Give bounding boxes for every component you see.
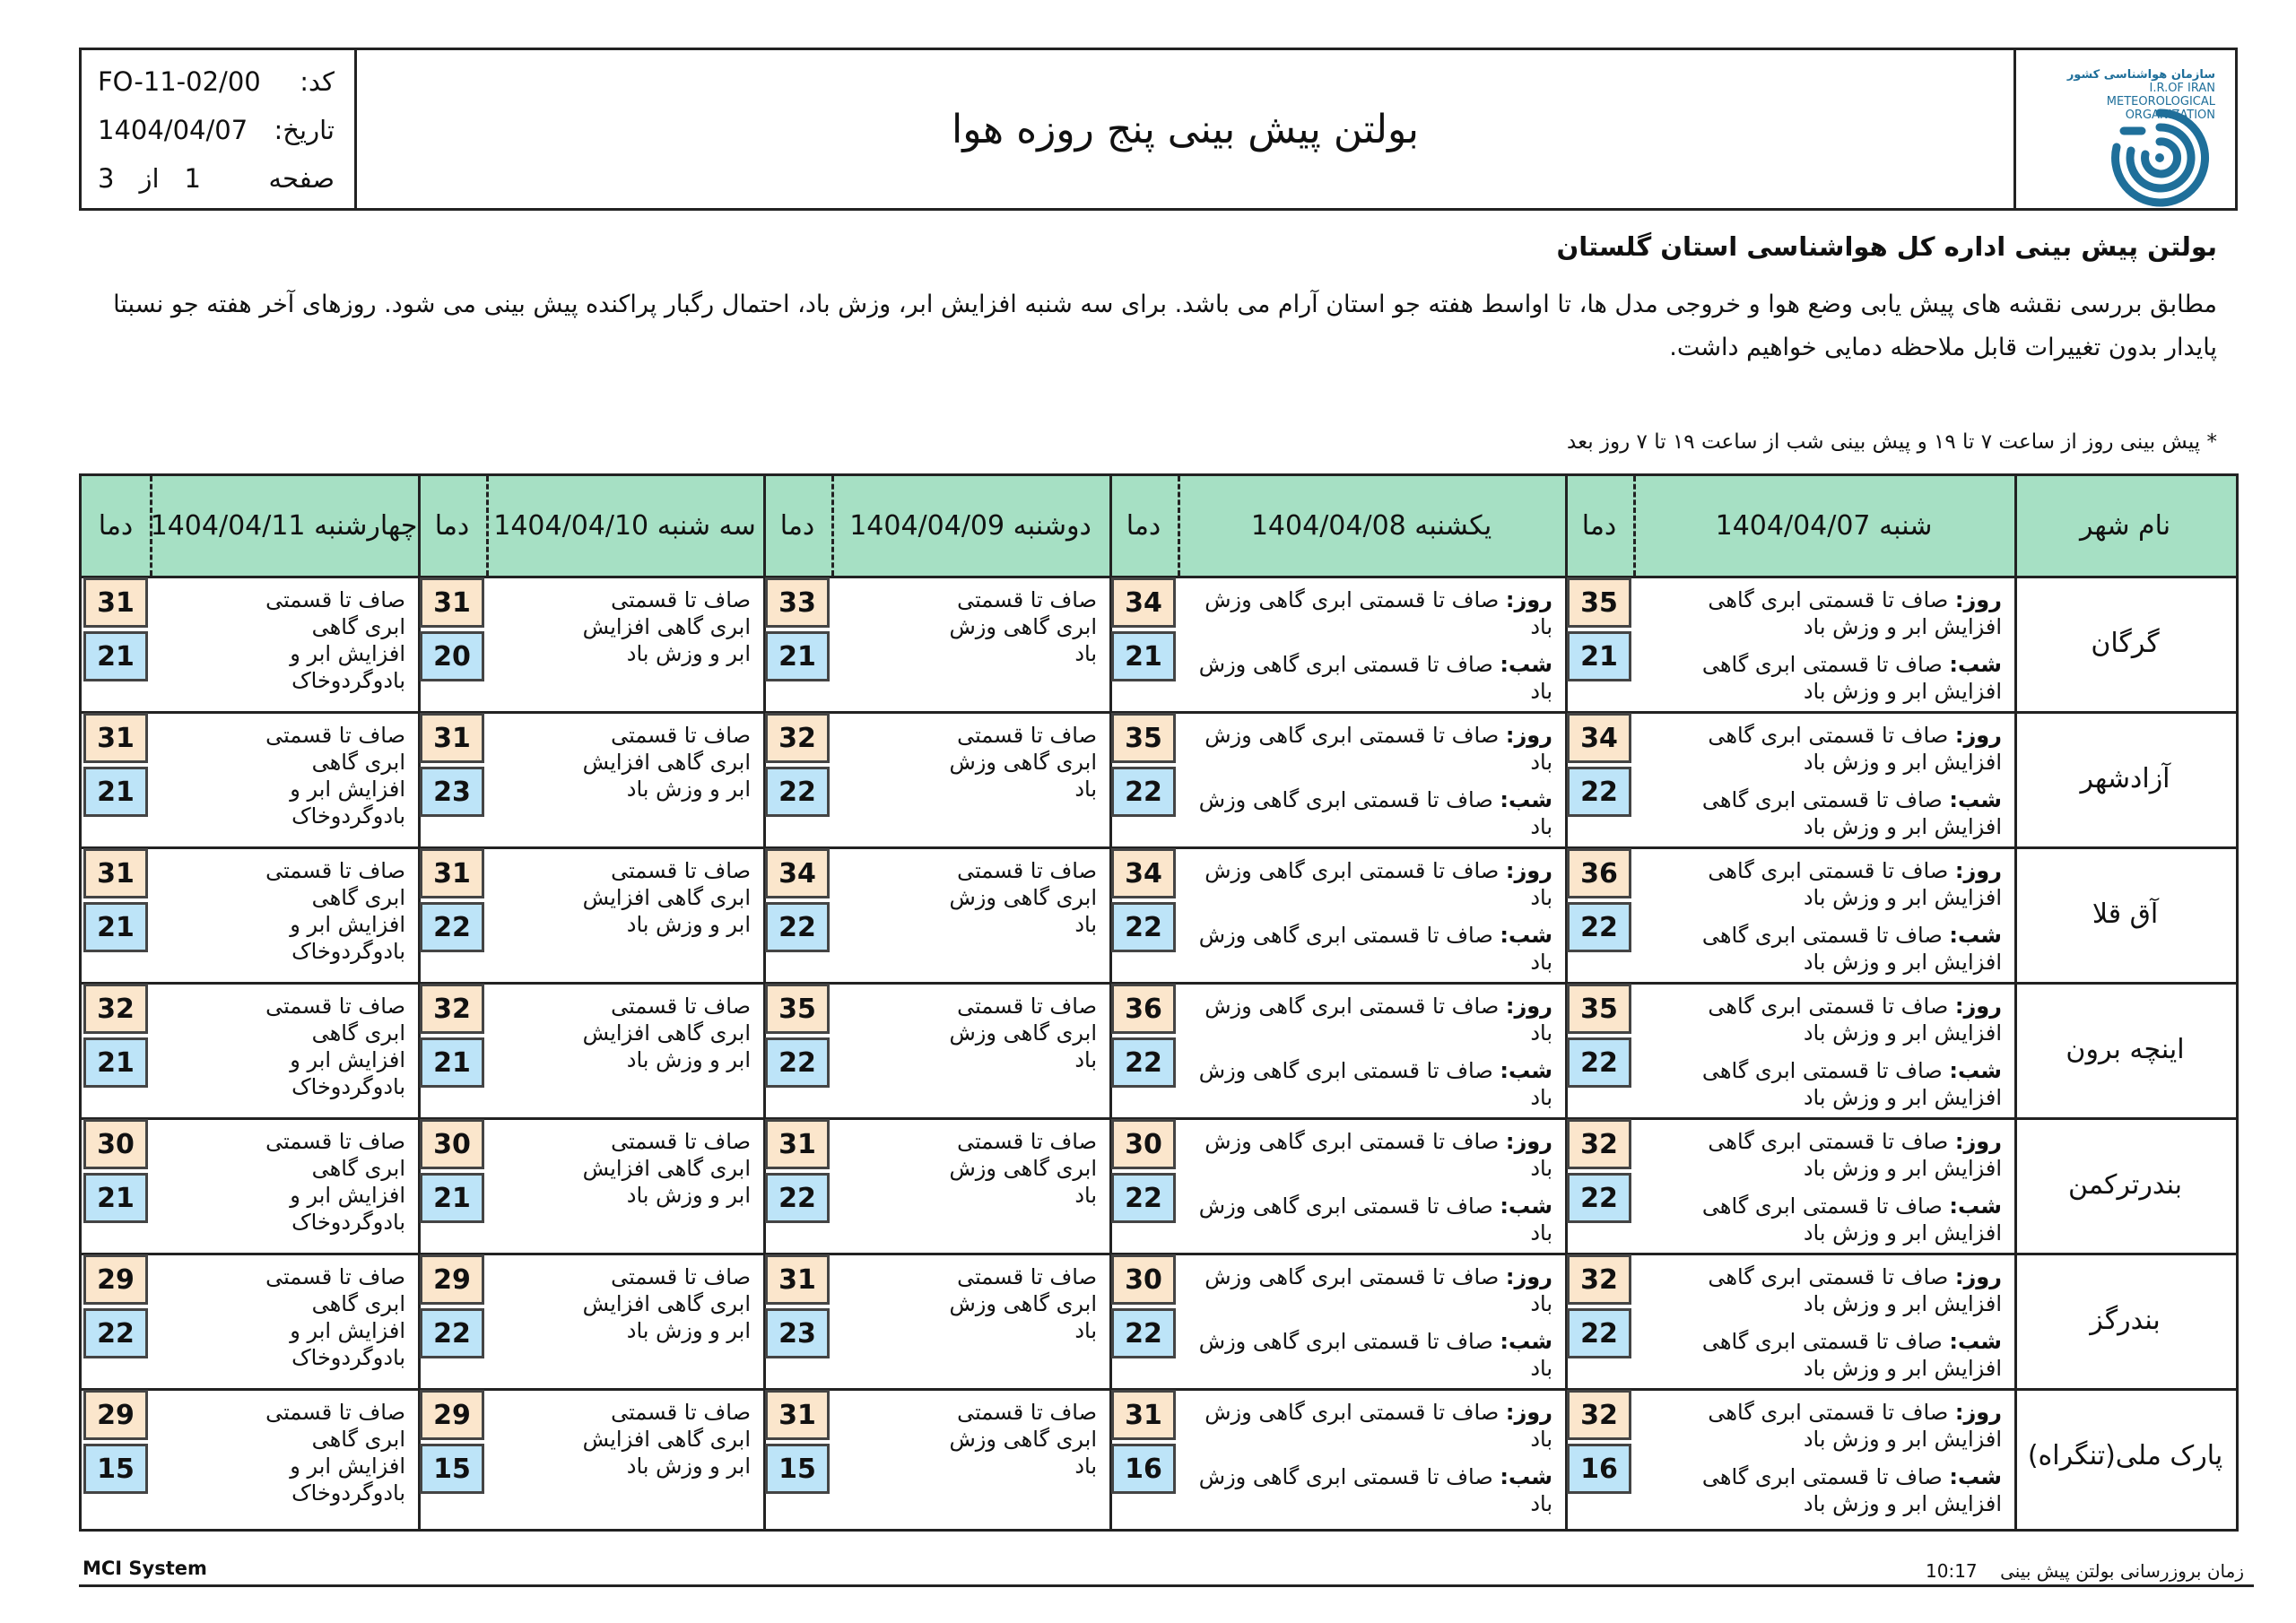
min-temperature: 21 — [83, 902, 148, 952]
day-condition: صاف تا قسمتی ابری گاهی افزایش ابر و وزش باد — [1708, 994, 2002, 1046]
max-temperature: 34 — [1111, 577, 1176, 628]
max-temperature: 34 — [1111, 848, 1176, 898]
night-label: شب: — [1500, 787, 1552, 812]
day-forecast — [1190, 586, 1552, 640]
daily-condition: صاف تا قسمتی ابری گاهی افزایش ابر و وزش باد — [582, 994, 751, 1072]
update-time: 10:17 — [1926, 1560, 1978, 1582]
max-temperature: 30 — [83, 1119, 148, 1169]
page-label: صفحه — [268, 163, 335, 194]
header-city: نام شهر — [2014, 476, 2236, 576]
min-temperature: 22 — [1111, 767, 1176, 817]
night-forecast — [1190, 1193, 1552, 1246]
day-label: روز: — [1954, 1264, 2002, 1289]
day-label: روز: — [1954, 994, 2002, 1019]
day-label: روز: — [1505, 994, 1552, 1019]
min-temperature: 22 — [420, 902, 484, 952]
bulletin-heading: بولتن پیش بینی اداره کل هواشناسی استان گلستان — [1556, 231, 2217, 262]
night-label: شب: — [1949, 1193, 2002, 1219]
night-condition: صاف تا قسمتی ابری گاهی افزایش ابر و وزش باد — [1701, 1193, 2002, 1245]
day-label: روز: — [1954, 1400, 2002, 1425]
daily-condition: صاف تا قسمتی ابری گاهی افزایش ابر و بادوگردوخاک — [265, 994, 405, 1099]
min-temperature: 22 — [765, 1173, 830, 1223]
day-condition: صاف تا قسمتی ابری گاهی وزش باد — [1205, 994, 1552, 1046]
min-temperature: 22 — [420, 1308, 484, 1358]
footer-divider — [79, 1584, 2254, 1587]
day-forecast — [1646, 1263, 2002, 1317]
max-temperature: 33 — [765, 577, 830, 628]
daily-condition: صاف تا قسمتی ابری گاهی افزایش ابر و بادوگردوخاک — [265, 587, 405, 693]
max-temperature: 34 — [765, 848, 830, 898]
header-temp-2: دما — [763, 476, 831, 576]
city-name: اینچه برون — [2066, 1034, 2185, 1065]
header-day-4: چهارشنبه 1404/04/11 — [150, 476, 418, 576]
daily-condition: صاف تا قسمتی ابری گاهی افزایش ابر و بادوگردوخاک — [265, 1129, 405, 1235]
max-temperature: 36 — [1111, 984, 1176, 1034]
min-temperature: 21 — [83, 1173, 148, 1223]
forecast-time-note: * پیش بینی روز از ساعت ۷ تا ۱۹ و پیش بینی شب از ساعت ۱۹ تا ۷ روز بعد — [1567, 430, 2217, 454]
min-temperature: 23 — [765, 1308, 830, 1358]
header-day-0: شنبه 1404/04/07 — [1633, 476, 2014, 576]
bulletin-title: بولتن پیش بینی پنج روزه هوا — [951, 106, 1420, 152]
night-label: شب: — [1949, 1464, 2002, 1489]
daily-condition: صاف تا قسمتی ابری گاهی وزش باد — [949, 994, 1097, 1072]
min-temperature: 15 — [420, 1444, 484, 1494]
min-temperature: 20 — [420, 631, 484, 681]
day-forecast — [1190, 993, 1552, 1046]
max-temperature: 34 — [1567, 713, 1631, 763]
header-temp-0: دما — [1565, 476, 1633, 576]
daily-condition: صاف تا قسمتی ابری گاهی افزایش ابر و بادوگردوخاک — [265, 858, 405, 964]
day-forecast — [1190, 1263, 1552, 1317]
night-forecast — [1646, 1193, 2002, 1246]
city-name: آق قلا — [2092, 898, 2159, 930]
night-forecast — [1646, 1057, 2002, 1111]
min-temperature: 22 — [1567, 1173, 1631, 1223]
min-temperature: 15 — [765, 1444, 830, 1494]
night-label: شب: — [1949, 652, 2002, 677]
organization-logo-icon — [2106, 104, 2213, 212]
city-name: پارک ملی(تنگراه) — [2027, 1440, 2223, 1471]
min-temperature: 22 — [765, 902, 830, 952]
min-temperature: 22 — [765, 767, 830, 817]
min-temperature: 22 — [1111, 1308, 1176, 1358]
update-label: زمان بروزرسانی بولتن پیش بینی — [2000, 1560, 2244, 1582]
day-condition: صاف تا قسمتی ابری گاهی وزش باد — [1205, 858, 1552, 910]
min-temperature: 22 — [1567, 767, 1631, 817]
day-forecast — [1646, 857, 2002, 911]
night-condition: صاف تا قسمتی ابری گاهی افزایش ابر و وزش باد — [1701, 1058, 2002, 1110]
night-label: شب: — [1500, 1058, 1552, 1083]
day-label: روز: — [1505, 587, 1552, 612]
min-temperature: 22 — [1567, 902, 1631, 952]
min-temperature: 21 — [1111, 631, 1176, 681]
header-temp-1: دما — [1109, 476, 1178, 576]
max-temperature: 32 — [420, 984, 484, 1034]
meta-page — [98, 163, 335, 194]
city-name: بندرگز — [2090, 1305, 2161, 1336]
day-forecast — [1190, 857, 1552, 911]
night-label: شب: — [1500, 1193, 1552, 1219]
min-temperature: 21 — [420, 1037, 484, 1088]
logo-text-fa: سازمان هواشناسی کشور — [2066, 68, 2215, 82]
daily-condition: صاف تا قسمتی ابری گاهی وزش باد — [949, 1264, 1097, 1343]
night-label: شب: — [1949, 1058, 2002, 1083]
document-meta — [82, 50, 357, 208]
min-temperature: 22 — [1567, 1037, 1631, 1088]
max-temperature: 29 — [83, 1390, 148, 1440]
day-label: روز: — [1505, 1129, 1552, 1154]
header-day-3: سه شنبه 1404/04/10 — [486, 476, 763, 576]
day-label: روز: — [1505, 1400, 1552, 1425]
min-temperature: 21 — [420, 1173, 484, 1223]
max-temperature: 32 — [1567, 1254, 1631, 1305]
day-label: روز: — [1954, 858, 2002, 883]
day-forecast — [1190, 722, 1552, 776]
max-temperature: 30 — [1111, 1254, 1176, 1305]
day-forecast — [1190, 1128, 1552, 1182]
max-temperature: 32 — [1567, 1390, 1631, 1440]
night-condition: صاف تا قسمتی ابری گاهی افزایش ابر و وزش باد — [1701, 1464, 2002, 1516]
day-condition: صاف تا قسمتی ابری گاهی وزش باد — [1205, 1129, 1552, 1181]
night-forecast — [1190, 1463, 1552, 1517]
max-temperature: 32 — [83, 984, 148, 1034]
logo-text-en-1: I.R.OF IRAN — [2149, 82, 2215, 95]
max-temperature: 31 — [83, 577, 148, 628]
night-condition: صاف تا قسمتی ابری گاهی وزش باد — [1198, 1329, 1552, 1381]
night-forecast — [1646, 786, 2002, 840]
city-name: بندرترکمن — [2068, 1169, 2183, 1201]
header-day-2: دوشنبه 1404/04/09 — [831, 476, 1109, 576]
page-of-label: از — [139, 163, 160, 194]
day-label: روز: — [1505, 1264, 1552, 1289]
day-condition: صاف تا قسمتی ابری گاهی افزایش ابر و وزش باد — [1708, 587, 2002, 639]
night-condition: صاف تا قسمتی ابری گاهی افزایش ابر و وزش باد — [1701, 652, 2002, 704]
min-temperature: 22 — [83, 1308, 148, 1358]
min-temperature: 16 — [1111, 1444, 1176, 1494]
daily-condition: صاف تا قسمتی ابری گاهی افزایش ابر و وزش باد — [582, 858, 751, 937]
night-label: شب: — [1949, 787, 2002, 812]
min-temperature: 16 — [1567, 1444, 1631, 1494]
max-temperature: 31 — [83, 713, 148, 763]
day-forecast — [1646, 722, 2002, 776]
night-forecast — [1190, 1328, 1552, 1382]
header-dashed-divider — [150, 476, 152, 576]
day-label: روز: — [1954, 587, 2002, 612]
max-temperature: 35 — [1567, 984, 1631, 1034]
min-temperature: 22 — [1567, 1308, 1631, 1358]
page-total: 3 — [98, 163, 115, 194]
max-temperature: 30 — [420, 1119, 484, 1169]
max-temperature: 31 — [420, 713, 484, 763]
code-label: کد: — [300, 66, 335, 97]
night-forecast — [1646, 1328, 2002, 1382]
min-temperature: 21 — [765, 631, 830, 681]
night-condition: صاف تا قسمتی ابری گاهی وزش باد — [1198, 1193, 1552, 1245]
min-temperature: 22 — [1111, 1037, 1176, 1088]
date-value: 1404/04/07 — [98, 115, 248, 145]
page-current: 1 — [184, 163, 201, 194]
max-temperature: 36 — [1567, 848, 1631, 898]
daily-condition: صاف تا قسمتی ابری گاهی افزایش ابر و وزش باد — [582, 1264, 751, 1343]
night-label: شب: — [1500, 1329, 1552, 1354]
night-forecast — [1646, 922, 2002, 976]
night-condition: صاف تا قسمتی ابری گاهی وزش باد — [1198, 652, 1552, 704]
day-condition: صاف تا قسمتی ابری گاهی افزایش ابر و وزش باد — [1708, 723, 2002, 775]
meta-code — [98, 66, 335, 97]
city-name: گرگان — [2091, 628, 2160, 659]
night-forecast — [1190, 1057, 1552, 1111]
daily-condition: صاف تا قسمتی ابری گاهی افزایش ابر و بادوگردوخاک — [265, 1264, 405, 1370]
day-label: روز: — [1954, 1129, 2002, 1154]
header-temp-3: دما — [418, 476, 486, 576]
min-temperature: 21 — [83, 1037, 148, 1088]
night-label: شب: — [1949, 1329, 2002, 1354]
night-condition: صاف تا قسمتی ابری گاهی وزش باد — [1198, 1464, 1552, 1516]
daily-condition: صاف تا قسمتی ابری گاهی افزایش ابر و بادوگردوخاک — [265, 723, 405, 829]
day-label: روز: — [1954, 723, 2002, 748]
min-temperature: 22 — [1111, 902, 1176, 952]
night-condition: صاف تا قسمتی ابری گاهی افزایش ابر و وزش باد — [1701, 787, 2002, 839]
day-condition: صاف تا قسمتی ابری گاهی افزایش ابر و وزش باد — [1708, 1400, 2002, 1452]
bulletin-summary: مطابق بررسی نقشه های پیش یابی وضع هوا و خروجی مدل ها، تا اواسط هفته جو استان آرام می باشد. برای سه شنبه افزایش ابر، وزش باد، احتمال رگبار پراکنده پیش بینی می شود. روزهای آخر هفته جو نسبتا پایدار بدون تغییرات قابل ملاحظه دمایی خواهیم داشت. — [113, 291, 2217, 361]
header-dashed-divider — [1633, 476, 1636, 576]
night-condition: صاف تا قسمتی ابری گاهی وزش باد — [1198, 1058, 1552, 1110]
day-condition: صاف تا قسمتی ابری گاهی افزایش ابر و وزش باد — [1708, 1129, 2002, 1181]
logo-text-en-3: ORGANIZATION — [2125, 108, 2215, 122]
day-label: روز: — [1505, 858, 1552, 883]
day-condition: صاف تا قسمتی ابری گاهی وزش باد — [1205, 1264, 1552, 1316]
night-label: شب: — [1949, 923, 2002, 948]
daily-condition: صاف تا قسمتی ابری گاهی وزش باد — [949, 858, 1097, 937]
document-header — [79, 48, 2238, 211]
day-label: روز: — [1505, 723, 1552, 748]
city-name: آزادشهر — [2080, 763, 2170, 794]
night-forecast — [1646, 651, 2002, 705]
day-condition: صاف تا قسمتی ابری گاهی وزش باد — [1205, 587, 1552, 639]
daily-condition: صاف تا قسمتی ابری گاهی افزایش ابر و وزش باد — [582, 1400, 751, 1479]
daily-condition: صاف تا قسمتی ابری گاهی وزش باد — [949, 723, 1097, 802]
max-temperature: 35 — [1567, 577, 1631, 628]
daily-condition: صاف تا قسمتی ابری گاهی افزایش ابر و وزش باد — [582, 1129, 751, 1208]
max-temperature: 31 — [765, 1119, 830, 1169]
max-temperature: 31 — [765, 1390, 830, 1440]
night-forecast — [1190, 922, 1552, 976]
max-temperature: 29 — [420, 1254, 484, 1305]
logo-cell — [2013, 50, 2235, 208]
max-temperature: 32 — [765, 713, 830, 763]
daily-condition: صاف تا قسمتی ابری گاهی وزش باد — [949, 1129, 1097, 1208]
day-condition: صاف تا قسمتی ابری گاهی وزش باد — [1205, 1400, 1552, 1452]
footer-update — [1926, 1560, 2244, 1582]
date-label: تاریخ: — [274, 115, 335, 145]
max-temperature: 29 — [83, 1254, 148, 1305]
code-value: FO-11-02/00 — [98, 66, 261, 97]
max-temperature: 32 — [1567, 1119, 1631, 1169]
max-temperature: 31 — [1111, 1390, 1176, 1440]
night-label: شب: — [1500, 652, 1552, 677]
night-forecast — [1646, 1463, 2002, 1517]
day-forecast — [1646, 586, 2002, 640]
night-label: شب: — [1500, 1464, 1552, 1489]
day-forecast — [1190, 1399, 1552, 1453]
daily-condition: صاف تا قسمتی ابری گاهی وزش باد — [949, 1400, 1097, 1479]
header-dashed-divider — [1178, 476, 1180, 576]
max-temperature: 30 — [1111, 1119, 1176, 1169]
day-forecast — [1646, 1399, 2002, 1453]
night-condition: صاف تا قسمتی ابری گاهی افزایش ابر و وزش باد — [1701, 923, 2002, 975]
min-temperature: 22 — [765, 1037, 830, 1088]
day-condition: صاف تا قسمتی ابری گاهی وزش باد — [1205, 723, 1552, 775]
header-day-1: یکشنبه 1404/04/08 — [1178, 476, 1565, 576]
footer-system: MCI System — [83, 1558, 207, 1579]
max-temperature: 31 — [83, 848, 148, 898]
header-temp-4: دما — [82, 476, 150, 576]
max-temperature: 29 — [420, 1390, 484, 1440]
min-temperature: 22 — [1111, 1173, 1176, 1223]
day-forecast — [1646, 1128, 2002, 1182]
min-temperature: 15 — [83, 1444, 148, 1494]
day-condition: صاف تا قسمتی ابری گاهی افزایش ابر و وزش باد — [1708, 858, 2002, 910]
max-temperature: 31 — [420, 848, 484, 898]
forecast-table — [79, 473, 2239, 1532]
night-condition: صاف تا قسمتی ابری گاهی وزش باد — [1198, 923, 1552, 975]
max-temperature: 35 — [1111, 713, 1176, 763]
meta-date — [98, 115, 335, 145]
min-temperature: 21 — [1567, 631, 1631, 681]
night-condition: صاف تا قسمتی ابری گاهی وزش باد — [1198, 787, 1552, 839]
header-dashed-divider — [831, 476, 834, 576]
daily-condition: صاف تا قسمتی ابری گاهی افزایش ابر و بادوگردوخاک — [265, 1400, 405, 1506]
max-temperature: 35 — [765, 984, 830, 1034]
logo-text-en-2: METEOROLOGICAL — [2106, 95, 2215, 108]
night-forecast — [1190, 651, 1552, 705]
min-temperature: 21 — [83, 631, 148, 681]
night-condition: صاف تا قسمتی ابری گاهی افزایش ابر و وزش باد — [1701, 1329, 2002, 1381]
day-forecast — [1646, 993, 2002, 1046]
min-temperature: 21 — [83, 767, 148, 817]
daily-condition: صاف تا قسمتی ابری گاهی وزش باد — [949, 587, 1097, 666]
day-condition: صاف تا قسمتی ابری گاهی افزایش ابر و وزش باد — [1708, 1264, 2002, 1316]
max-temperature: 31 — [420, 577, 484, 628]
night-forecast — [1190, 786, 1552, 840]
min-temperature: 23 — [420, 767, 484, 817]
night-label: شب: — [1500, 923, 1552, 948]
daily-condition: صاف تا قسمتی ابری گاهی افزایش ابر و وزش باد — [582, 723, 751, 802]
daily-condition: صاف تا قسمتی ابری گاهی افزایش ابر و وزش باد — [582, 587, 751, 666]
header-dashed-divider — [486, 476, 489, 576]
max-temperature: 31 — [765, 1254, 830, 1305]
